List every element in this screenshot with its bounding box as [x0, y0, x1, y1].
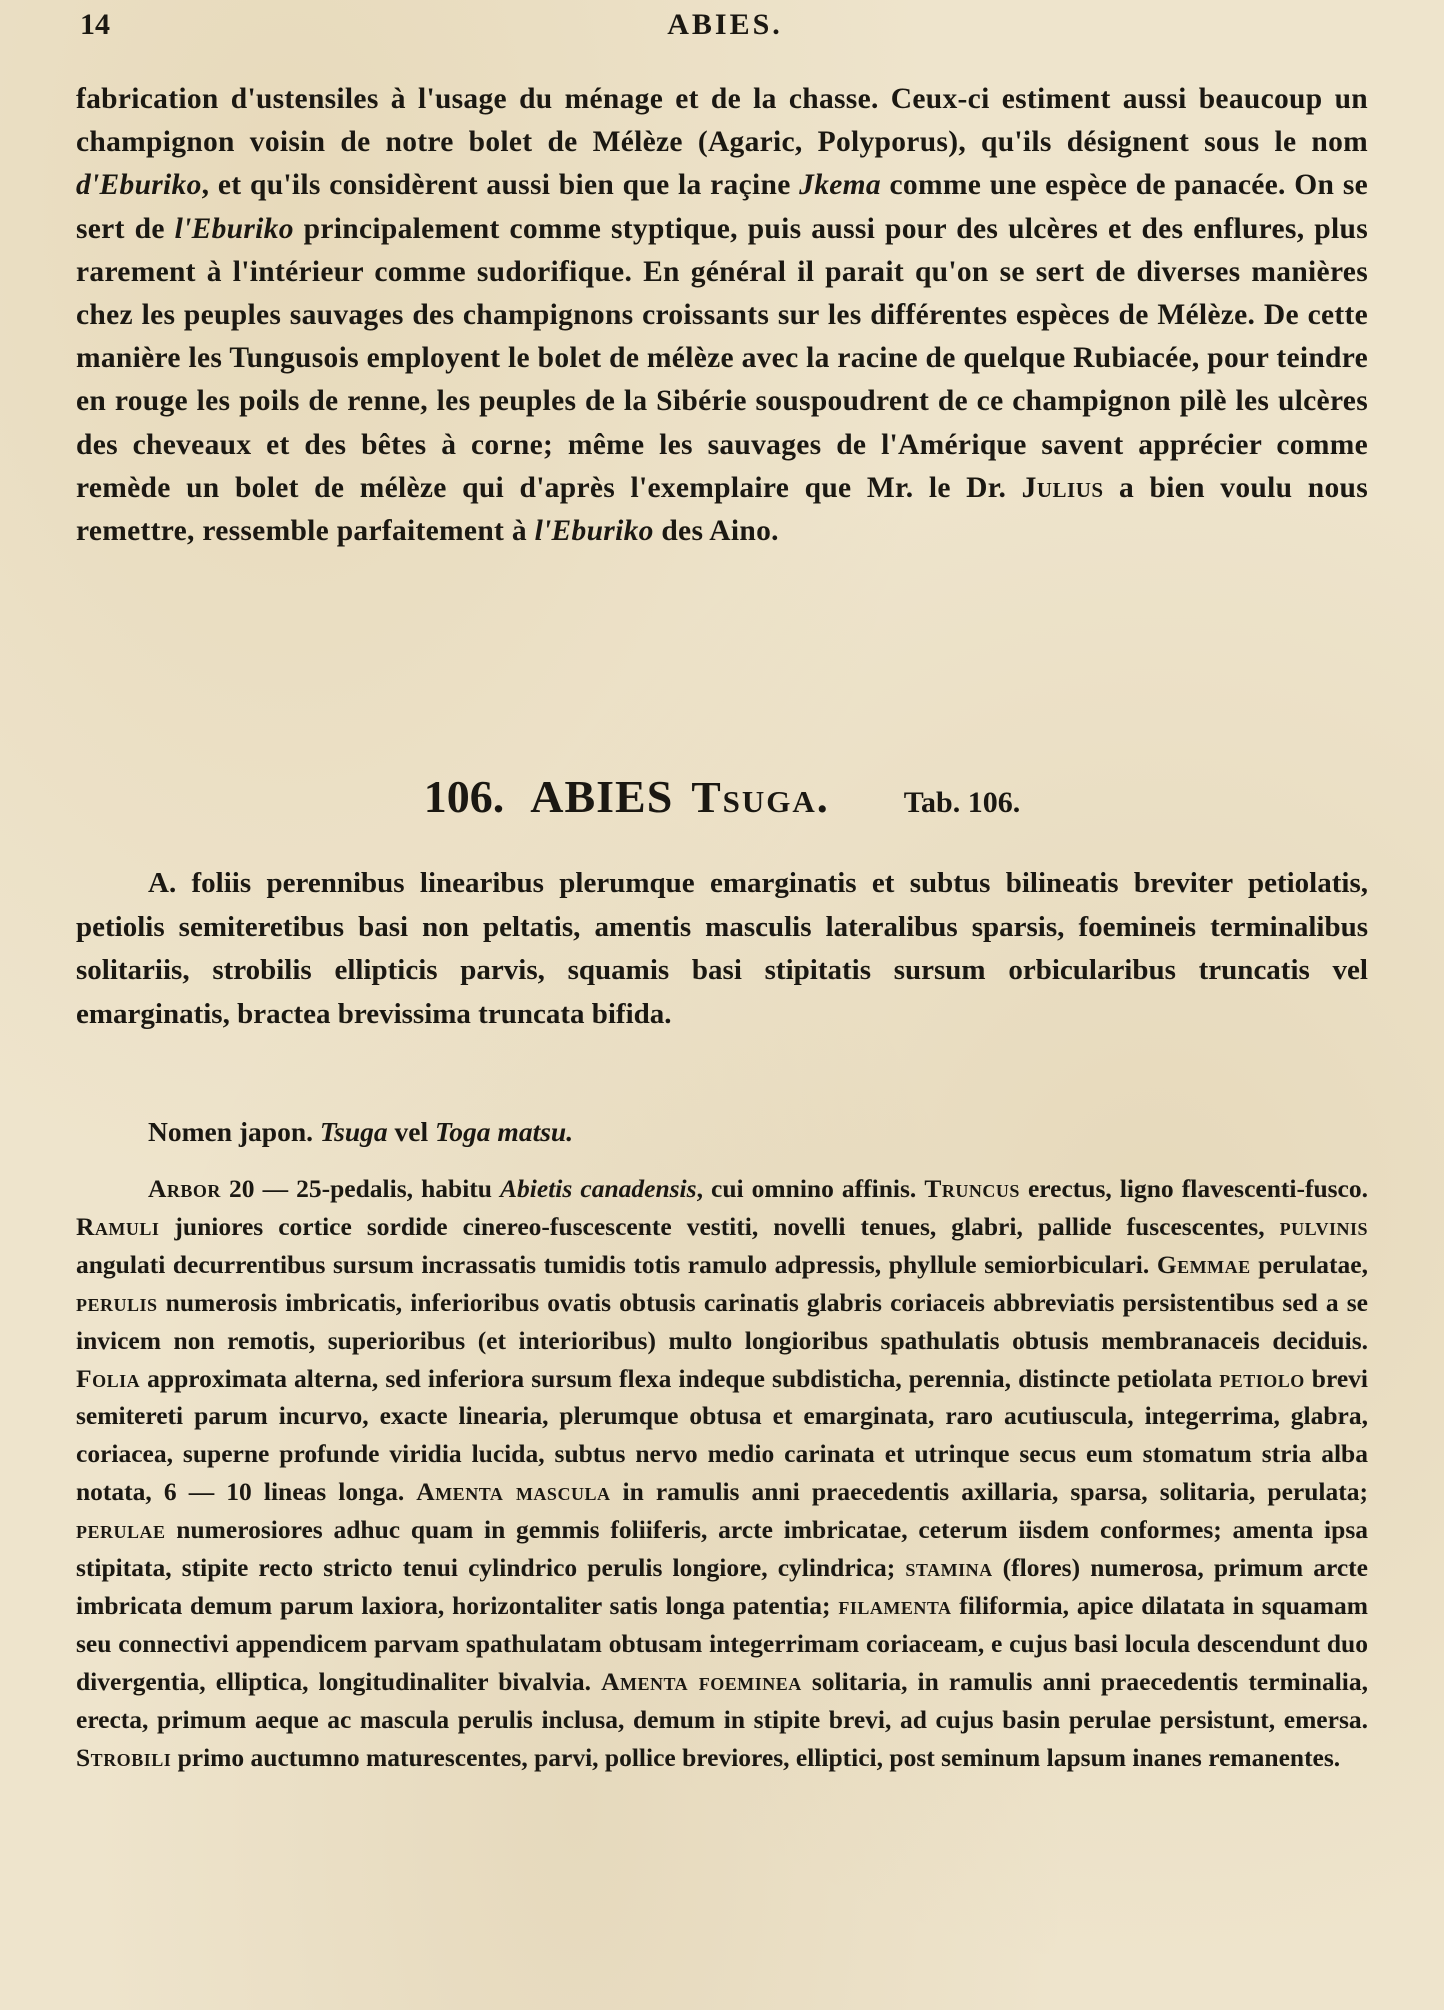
smallcaps-run: pulvinis — [1279, 1211, 1368, 1241]
smallcaps-run: Amenta mascula — [416, 1477, 611, 1507]
text-run: perulatae, — [1250, 1249, 1368, 1279]
smallcaps-run: petiolo — [1219, 1363, 1305, 1393]
text-run: solitaria, in ramulis anni praecedentis terminalia, erecta, primum aeque ac mascula perulis inclusa, demum in stipite brevi, ad cujus basin perulae persistunt, emersa. — [76, 1666, 1368, 1734]
italic-run: l'Eburiko — [174, 212, 294, 245]
page-number: 14 — [80, 8, 110, 41]
smallcaps-run: Julius — [1021, 471, 1104, 504]
text-run: principalement comme styptique, puis aussi pour des ulcères et des enflures, plus rarement à l'intérieur comme sudorifique. En général il parait qu'on se sert de diverses manières chez les peuples sauvages des champignons croissants sur les différentes espèces de Mélèze. De cette manière les Tungusois employent le bolet de mélèze avec la racine de quelque Rubiacée, pour teindre en rouge les poils de renne, les peuples de la Sibérie souspoudrent de ce champignon pilè les ulcères des cheveaux et des bêtes à corne; même les sauvages de l'Amérique savent apprécier comme remède un bolet de mélèze qui d'après l'exemplaire que Mr. le Dr. — [76, 212, 1368, 504]
smallcaps-run: Amenta foeminea — [601, 1666, 802, 1696]
text-run: A. foliis perennibus linearibus plerumque emarginatis et subtus bilineatis breviter petiolatis, petiolis semiteretibus basi non peltatis, amentis masculis lateralibus sparsis, foemineis terminalibus solitariis, strobilis ellipticis parvis, squamis basi stipitatis sursum orbicularibus truncatis vel emarginatis, bractea brevissima truncata bifida. — [76, 867, 1368, 1030]
text-run: Nomen japon. — [148, 1116, 320, 1147]
text-run: , cui omnino affinis. — [696, 1174, 925, 1203]
species-number: 106. — [423, 771, 505, 822]
text-run: vel — [387, 1116, 436, 1147]
species-diagnosis — [76, 862, 1368, 1036]
text-run: numerosis imbricatis, inferioribus ovatis obtusis carinatis glabris coriaceis abbreviatis persistentibus sed a se invicem non remotis, superioribus (et interioribus) multo longioribus spathulatis obtusis membranaceis deciduis. — [76, 1287, 1368, 1355]
page-header — [80, 8, 1370, 48]
italic-run: Tsuga — [319, 1116, 388, 1147]
plate-reference: Tab. 106. — [903, 786, 1021, 819]
smallcaps-run: perulis — [76, 1287, 158, 1317]
text-run: angulati decurrentibus sursum incrassatis tumidis totis ramulo adpressis, phyllule semiorbiculari. — [76, 1249, 1157, 1279]
smallcaps-run: Gemmae — [1156, 1249, 1251, 1279]
text-run: numerosiores adhuc quam in gemmis foliiferis, arcte imbricatae, ceterum iisdem conformes; amenta ipsa stipitata, stipite recto stricto tenui cylindrico perulis longiore, cylindrica; — [76, 1515, 1368, 1583]
text-run: , et qu'ils considèrent aussi bien que la raçine — [201, 169, 800, 202]
smallcaps-run: Folia — [76, 1363, 141, 1393]
smallcaps-run: filamenta — [838, 1590, 952, 1620]
smallcaps-run: Ramuli — [76, 1211, 160, 1241]
smallcaps-run: Truncus — [924, 1174, 1020, 1203]
italic-run: Abietis canadensis — [500, 1174, 697, 1203]
species-epithet: Tsuga. — [691, 773, 830, 822]
text-run: approximata alterna, sed inferiora sursum flexa indeque subdisticha, perennia, distincte petiolata — [140, 1363, 1220, 1393]
text-run: 20 — 25-pedalis, habitu — [220, 1174, 501, 1203]
text-run: in ramulis anni praecedentis axillaria, sparsa, solitaria, perulata; — [610, 1477, 1368, 1507]
text-run: juniores cortice sordide cinereo-fuscescente vestiti, novelli tenues, glabri, pallide fuscescentes, — [159, 1211, 1280, 1241]
species-description — [76, 1170, 1368, 1777]
text-run: (flores) numerosa, primum arcte imbricata demum parum laxiora, horizontaliter satis longa patentia; — [76, 1553, 1368, 1620]
italic-run: Toga matsu. — [435, 1116, 574, 1147]
paragraph-eburiko — [76, 78, 1368, 553]
text-run: filiformia, apice dilatata in squamam seu connectivi appendicem parvam spathulatam obtusam integerrimam coriaceam, e cujus basi locula descendunt duo divergentia, elliptica, longitudinaliter bivalvia. — [76, 1590, 1368, 1696]
text-run: primo auctumno maturescentes, parvi, pollice breviores, elliptici, post seminum lapsum inanes remanentes. — [171, 1742, 1341, 1772]
smallcaps-run: stamina — [905, 1553, 993, 1583]
smallcaps-run: perulae — [76, 1515, 166, 1545]
italic-run: d'Eburiko — [76, 169, 202, 202]
smallcaps-run: Strobili — [76, 1742, 172, 1772]
japanese-name — [76, 1112, 1368, 1152]
italic-run: Jkema — [799, 169, 881, 202]
species-heading — [0, 770, 1444, 823]
text-run: brevi semitereti parum incurvo, exacte linearia, plerumque obtusa et emarginata, raro acutiuscula, integerrima, glabra, coriacea, superne profunde viridia lucida, subtus nervo medio carinata et utrinque secus eum stomatum stria alba notata, 6 — 10 lineas longa. — [76, 1363, 1368, 1507]
italic-run: l'Eburiko — [534, 515, 654, 548]
species-genus: ABIES — [530, 771, 674, 822]
text-run: des Aino. — [653, 515, 779, 548]
smallcaps-run: Arbor — [148, 1174, 221, 1203]
text-run: fabrication d'ustensiles à l'usage du ménage et de la chasse. Ceux-ci estiment aussi beaucoup un champignon voisin de notre bolet de Mélèze (Agaric, Polyporus), qu'ils désignent sous le nom — [76, 83, 1368, 159]
text-run: comme une espèce de panacée. On se sert de — [76, 169, 1368, 245]
running-title: ABIES. — [667, 8, 783, 41]
text-run: erectus, ligno flavescenti-fusco. — [1019, 1174, 1368, 1203]
text-run: a bien voulu nous remettre, ressemble parfaitement à — [76, 471, 1368, 548]
